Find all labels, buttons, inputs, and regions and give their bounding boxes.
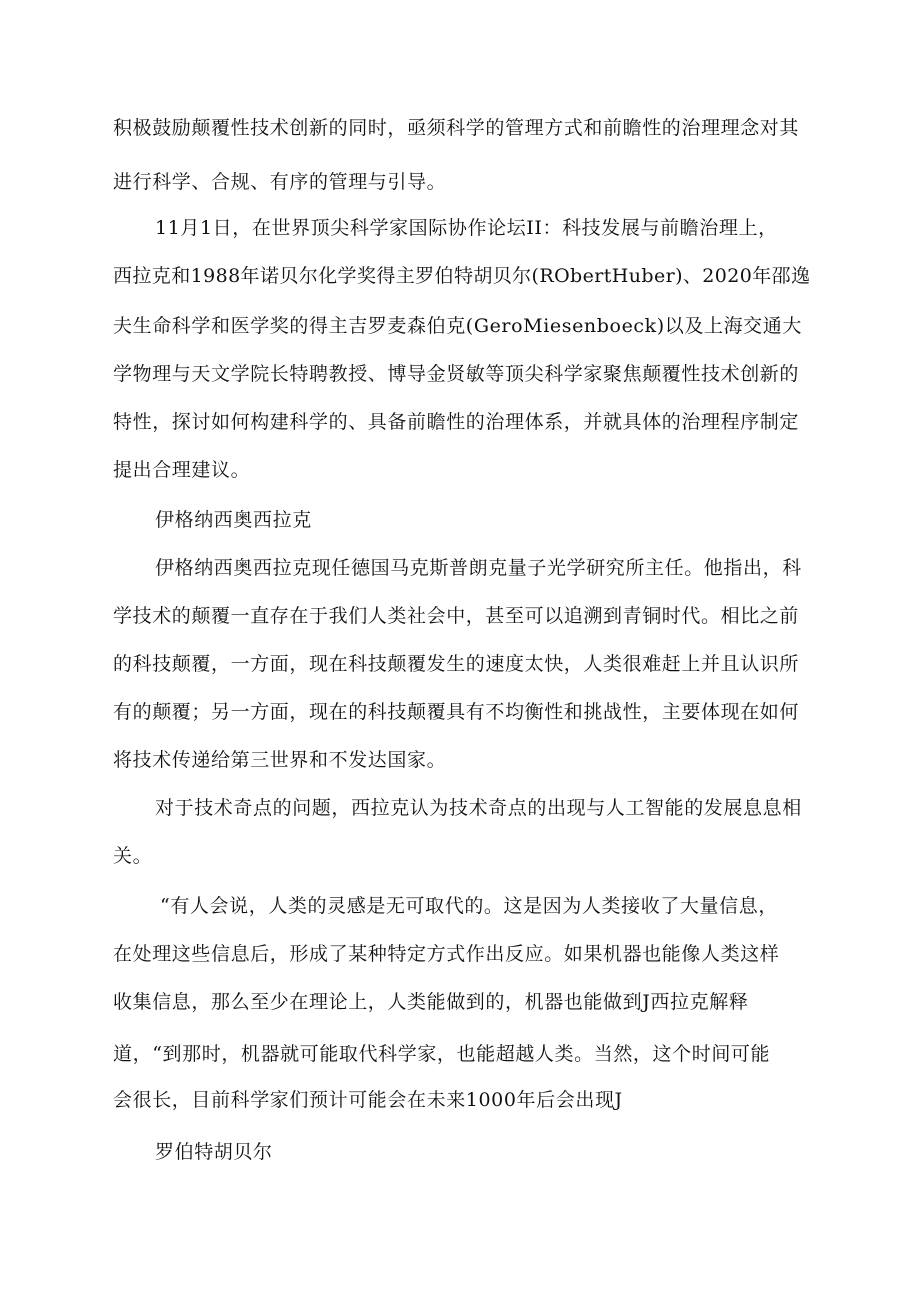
paragraph-5-line-1: 对于技术奇点的问题，西拉克认为技术奇点的出现与人工智能的发展息息相 [155, 797, 802, 819]
quote-line-2: 在处理这些信息后，形成了某种特定方式作出反应。如果机器也能像人类这样 [113, 943, 780, 965]
section-heading-huber: 罗伯特胡贝尔 [155, 1141, 273, 1163]
quote-line-1: “有人会说，人类的灵感是无可取代的。这是因为人类接收了大量信息， [160, 895, 778, 917]
paragraph-2-line-3: 夫生命科学和医学奖的得主吉罗麦森伯克(GeroMiesenboeck)以及上海交通大 [113, 315, 802, 337]
paragraph-4-line-4: 有的颠覆；另一方面，现在的科技颠覆具有不均衡性和挑战性，主要体现在如何 [113, 701, 800, 723]
quote-line-5: 会很长，目前科学家们预计可能会在未来1000年后会出现J [113, 1089, 623, 1111]
paragraph-2-line-2: 西拉克和1988年诺贝尔化学奖得主罗伯特胡贝尔(RObertHuber)、2020年邵逸 [113, 265, 811, 287]
paragraph-1-line-1: 积极鼓励颠覆性技术创新的同时，亟须科学的管理方式和前瞻性的治理理念对其 [113, 117, 800, 139]
paragraph-4-line-5: 将技术传递给第三世界和不发达国家。 [113, 749, 447, 771]
paragraph-2-line-1: 11月1日，在世界顶尖科学家国际协作论坛II：科技发展与前瞻治理上， [155, 217, 778, 239]
paragraph-4-line-3: 的科技颠覆，一方面，现在科技颠覆发生的速度太快，人类很难赶上并且认识所 [113, 653, 800, 675]
section-heading-cirac: 伊格纳西奥西拉克 [155, 509, 312, 531]
paragraph-2-line-6: 提出合理建议。 [113, 459, 251, 481]
paragraph-2-line-4: 学物理与天文学院长特聘教授、博导金贤敏等顶尖科学家聚焦颠覆性技术创新的 [113, 363, 800, 385]
paragraph-4-line-2: 学技术的颠覆一直存在于我们人类社会中，甚至可以追溯到青铜时代。相比之前 [113, 605, 800, 627]
quote-line-4: 道，“到那时，机器就可能取代科学家，也能超越人类。当然，这个时间可能 [113, 1043, 771, 1065]
quote-line-3: 收集信息，那么至少在理论上，人类能做到的，机器也能做到J西拉克解释 [113, 991, 749, 1013]
paragraph-2-line-5: 特性，探讨如何构建科学的、具备前瞻性的治理体系，并就具体的治理程序制定 [113, 411, 800, 433]
paragraph-5-line-2: 关。 [113, 845, 153, 867]
paragraph-4-line-1: 伊格纳西奥西拉克现任德国马克斯普朗克量子光学研究所主任。他指出，科 [155, 557, 802, 579]
paragraph-1-line-2: 进行科学、合规、有序的管理与引导。 [113, 171, 447, 193]
